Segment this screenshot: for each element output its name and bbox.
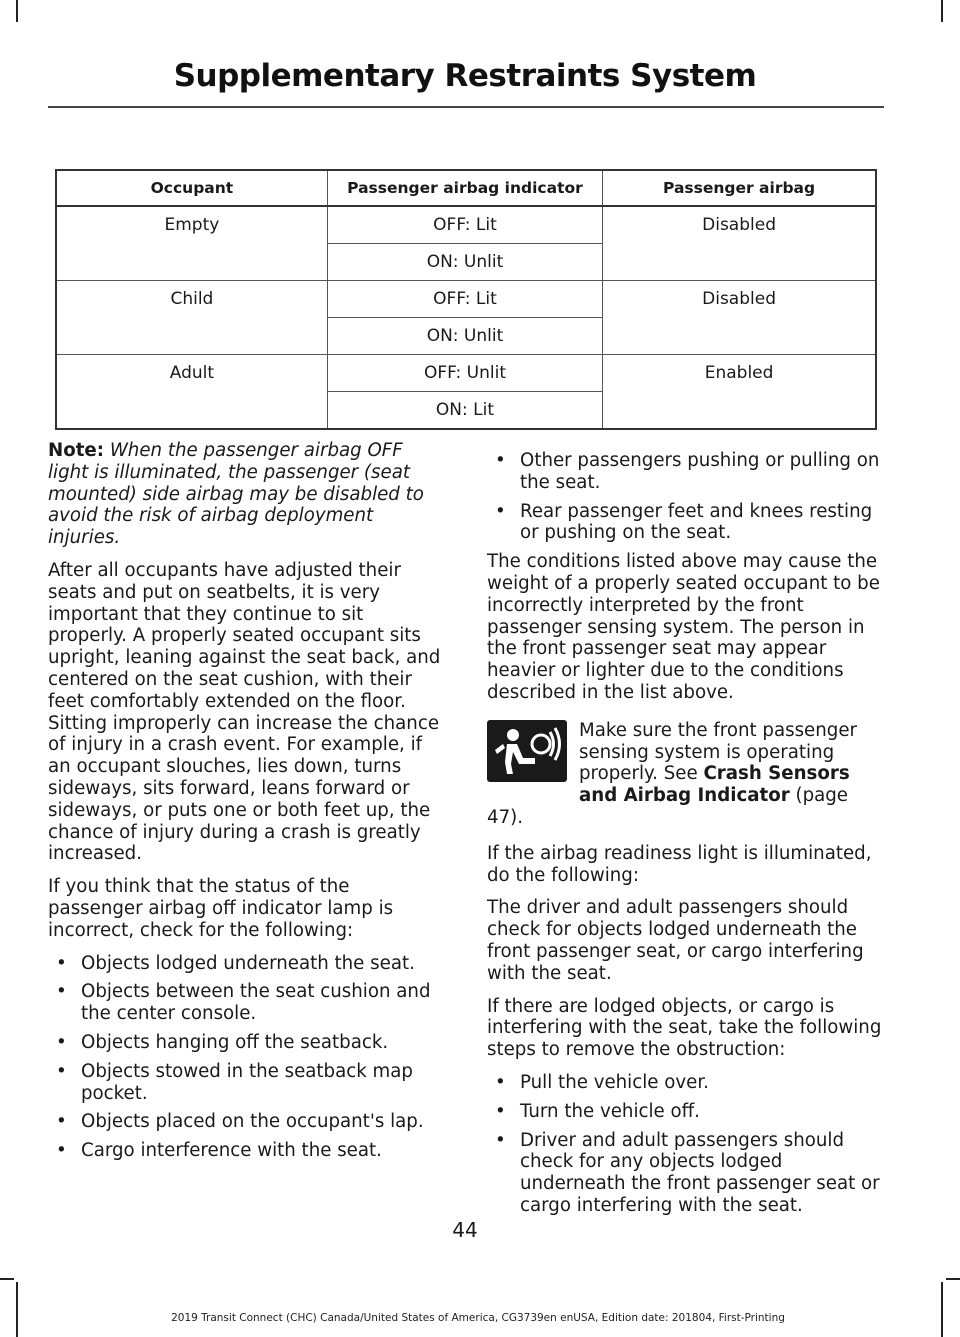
- crop-mark: [16, 1282, 18, 1337]
- airbag-cell: Disabled: [603, 206, 876, 281]
- list-item: • Turn the vehicle off.: [487, 1101, 882, 1123]
- warning-text: Make sure the front passenger sensing system is operating properly. See: [579, 719, 857, 785]
- note-text: When the passenger airbag OFF light is illuminated, the passenger (seat mounted) side airbag may be disabled to avoid the risk of airbag deployment injuries.: [48, 440, 424, 549]
- table-header-row: [56, 170, 876, 206]
- list-item: • Pull the vehicle over.: [487, 1072, 882, 1094]
- column-header-airbag: Passenger airbag: [603, 170, 876, 206]
- page-number: 44: [452, 1218, 478, 1242]
- occupant-cell: Adult: [56, 355, 327, 430]
- crop-mark: [0, 1278, 14, 1280]
- crash-sensors-link[interactable]: Crash Sensors and Airbag Indicator: [579, 763, 850, 807]
- crop-mark: [946, 1278, 960, 1280]
- list-item: • Cargo interference with the seat.: [48, 1140, 448, 1162]
- list-item: • Objects placed on the occupant's lap.: [48, 1111, 448, 1133]
- list-item: • Objects hanging off the seatback.: [48, 1032, 448, 1054]
- page-title: Supplementary Restraints System: [173, 58, 757, 94]
- crop-mark: [941, 1282, 943, 1337]
- list-item: • Objects between the seat cushion and the center console.: [48, 981, 448, 1025]
- crop-mark: [16, 0, 18, 22]
- list-item: • Other passengers pushing or pulling on the seat.: [487, 450, 882, 494]
- footer-text: 2019 Transit Connect (CHC) Canada/United States of America, CG3739en enUSA, Edition date: 201804, First-Printing: [171, 1312, 785, 1324]
- indicator-cell: OFF: Lit: [327, 281, 602, 318]
- indicator-cell: ON: Unlit: [327, 318, 602, 355]
- note-paragraph: [48, 440, 448, 549]
- airbag-cell: Disabled: [603, 281, 876, 355]
- body-paragraph: If you think that the status of the passenger airbag off indicator lamp is incorrect, check for the following:: [48, 876, 394, 941]
- note-label: Note:: [48, 440, 105, 461]
- occupant-cell: Empty: [164, 215, 220, 235]
- list-item: • Objects lodged underneath the seat.: [48, 953, 448, 975]
- list-item: • Driver and adult passengers should check for any objects lodged underneath the front passenger seat or cargo interfering with the seat.: [487, 1130, 882, 1217]
- list-item: • Rear passenger feet and knees resting or pushing on the seat.: [487, 501, 882, 545]
- airbag-status-table: [55, 169, 877, 430]
- header-divider: [48, 106, 884, 108]
- warning-page-ref: (page 47).: [487, 785, 848, 828]
- crop-mark: [941, 0, 943, 22]
- indicator-cell: OFF: Unlit: [327, 355, 602, 392]
- body-paragraph: After all occupants have adjusted their seats and put on seatbelts, it is very important that they continue to sit properly. A properly seated occupant sits upright, leaning against the seat back, and centered on the seat cushion, with their feet comfortably extended on the floor. Sitting improperly can increase the chance of injury in a crash event. For example, if an occupant slouches, lies down, turns sideways, sits forward, leans forward or sideways, or puts one or both feet up, the chance of injury during a crash is greatly increased.: [48, 559, 441, 865]
- airbag-warning-icon: [487, 720, 567, 782]
- body-paragraph: The conditions listed above may cause the weight of a properly seated occupant to be incorrectly interpreted by the front passenger sensing system. The person in the front passenger seat may appear heavier or lighter due to the conditions described in the list above.: [487, 551, 880, 703]
- column-header-indicator: Passenger airbag indicator: [327, 170, 602, 206]
- table-row: [56, 281, 876, 318]
- occupant-cell: Child: [56, 281, 327, 355]
- left-column: [48, 440, 448, 1169]
- column-header-occupant: Occupant: [56, 170, 327, 206]
- body-paragraph: The driver and adult passengers should check for objects lodged underneath the front passenger seat, or cargo interfering with the seat.: [487, 897, 864, 984]
- body-paragraph: If there are lodged objects, or cargo is interfering with the seat, take the following steps to remove the obstruction:: [487, 995, 882, 1061]
- airbag-cell: Enabled: [603, 355, 876, 430]
- warning-block: [487, 720, 882, 829]
- table-row: [56, 206, 876, 244]
- indicator-cell: ON: Lit: [327, 392, 602, 430]
- list-item: • Objects stowed in the seatback map pocket.: [48, 1061, 448, 1105]
- indicator-cell: ON: Unlit: [327, 244, 602, 281]
- indicator-cell: OFF: Lit: [327, 206, 602, 244]
- body-paragraph: If the airbag readiness light is illuminated, do the following:: [487, 842, 872, 886]
- table-row: [56, 355, 876, 392]
- right-column: [487, 450, 882, 1224]
